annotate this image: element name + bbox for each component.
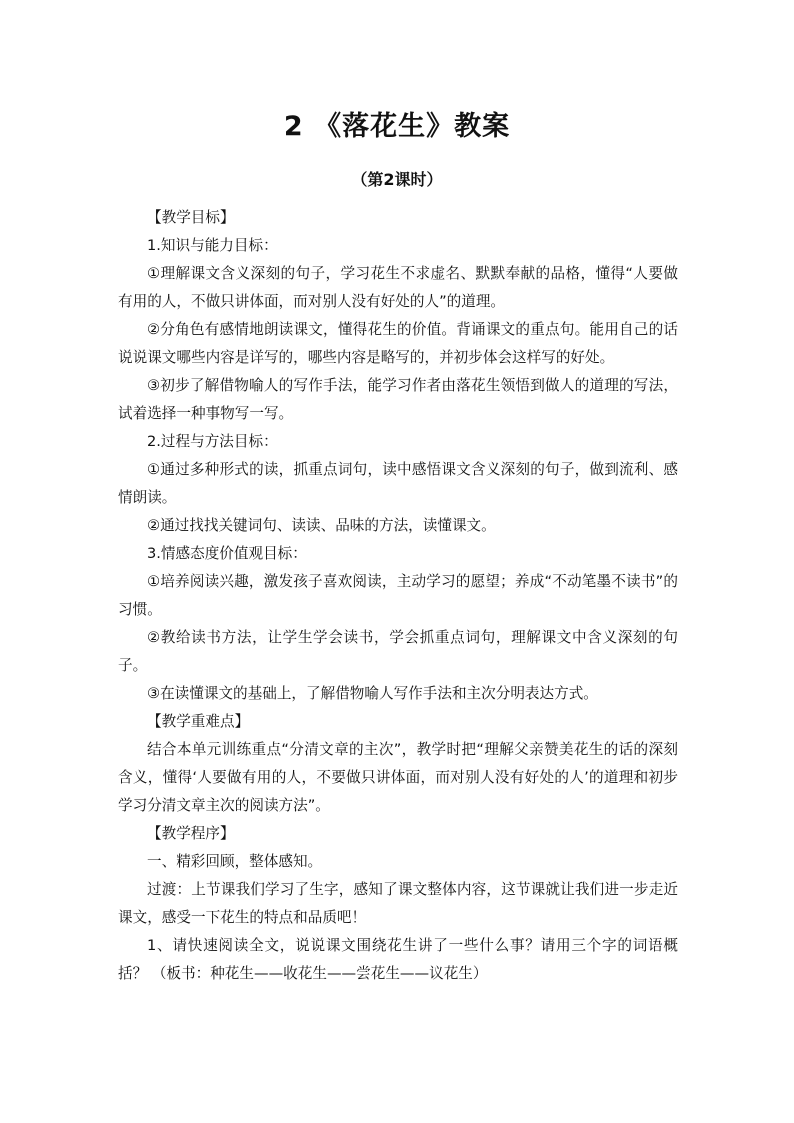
paragraph: 结合本单元训练重点“分清文章的主次”，教学时把“理解父亲赞美花生的话的深刻含义，懂得‘人要做有用的人，不要做只讲体面，而对别人没有好处的人’的道理和初步学习分清文章主次的阅读方法”。 [118,741,678,814]
paragraph: ①通过多种形式的读，抓重点词句，读中感悟课文含义深刻的句子，做到流利、感情朗读。 [118,461,678,506]
paragraph: ③初步了解借物喻人的写作手法，能学习作者由落花生领悟到做人的道理的写法，试着选择一种事物写一写。 [118,377,678,422]
document-title: 2 《落花生》教案 [283,111,511,142]
paragraph: ③在读懂课文的基础上，了解借物喻人写作手法和主次分明表达方式。 [147,685,598,702]
section-heading-key-points: 【教学重难点】 [147,713,250,730]
paragraph: 一、精彩回顾，整体感知。 [147,853,323,870]
paragraph: ②教给读书方法，让学生学会读书，学会抓重点词句，理解课文中含义深刻的句子。 [118,629,678,674]
objective-heading-values: 3.情感态度价值观目标： [147,545,307,562]
lesson-period: （第2课时） [351,170,443,189]
paragraph: ②分角色有感情地朗读课文，懂得花生的价值。背诵课文的重点句。能用自己的话说说课文哪些内容是详写的，哪些内容是略写的，并初步体会这样写的好处。 [118,321,678,366]
paragraph: 过渡：上节课我们学习了生字，感知了课文整体内容，这节课就让我们进一步走近课文，感受一下花生的特点和品质吧！ [118,881,678,926]
objective-heading-process: 2.过程与方法目标： [147,433,278,450]
objective-heading-knowledge: 1.知识与能力目标： [147,237,278,254]
paragraph: 1、请快速阅读全文，说说课文围绕花生讲了一些什么事？请用三个字的词语概括？ （板书：种花生——收花生——尝花生——议花生） [118,937,678,982]
section-heading-objectives: 【教学目标】 [147,209,235,226]
document-body [118,204,678,988]
paragraph: ①理解课文含义深刻的句子，学习花生不求虚名、默默奉献的品格，懂得“人要做有用的人，不做只讲体面，而对别人没有好处的人”的道理。 [118,265,678,310]
paragraph: ②通过找找关键词句、读读、品味的方法，读懂课文。 [147,517,496,534]
paragraph: ①培养阅读兴趣，激发孩子喜欢阅读，主动学习的愿望；养成“不动笔墨不读书”的习惯。 [118,573,678,618]
section-heading-procedure: 【教学程序】 [147,825,235,842]
